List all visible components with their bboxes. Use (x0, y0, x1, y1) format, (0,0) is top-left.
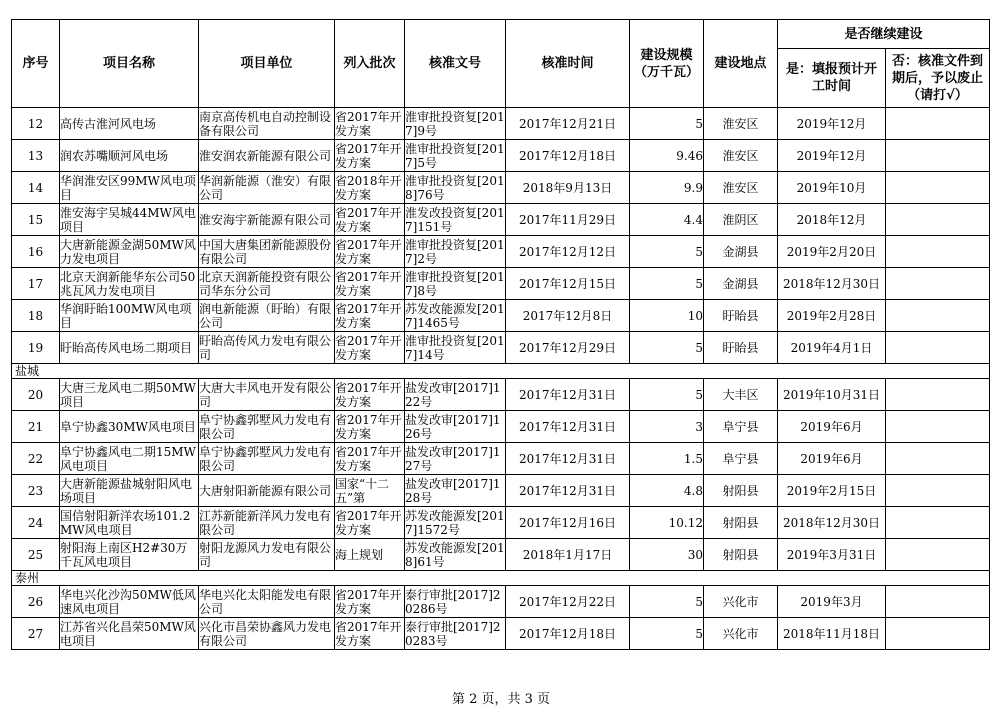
cell-scale: 10 (630, 300, 704, 332)
cell-approval-doc: 盐发改审[2017]126号 (405, 411, 506, 443)
cell-project-name: 润农苏嘴顺河风电场 (60, 140, 199, 172)
cell-scale: 5 (630, 236, 704, 268)
cell-location: 盱眙县 (704, 332, 778, 364)
cell-scale: 30 (630, 539, 704, 571)
cell-seq: 21 (12, 411, 60, 443)
cell-location: 阜宁县 (704, 411, 778, 443)
cell-approval-time: 2017年12月31日 (506, 411, 630, 443)
cell-start-time: 2019年10月 (778, 172, 886, 204)
cell-approval-doc: 盐发改审[2017]128号 (405, 475, 506, 507)
cell-scale: 4.8 (630, 475, 704, 507)
header-project-unit: 项目单位 (199, 20, 335, 108)
cell-seq: 15 (12, 204, 60, 236)
region-row (12, 364, 990, 379)
cell-start-time: 2019年2月28日 (778, 300, 886, 332)
cell-project-name: 盱眙高传风电场二期项目 (60, 332, 199, 364)
cell-batch: 省2017年开发方案 (335, 332, 405, 364)
cell-project-unit: 华电兴化太阳能发电有限公司 (199, 586, 335, 618)
cell-start-time: 2018年12月 (778, 204, 886, 236)
cell-project-name: 阜宁协鑫30MW风电项目 (60, 411, 199, 443)
cell-project-unit: 阜宁协鑫郭墅风力发电有限公司 (199, 411, 335, 443)
cell-abolish (886, 539, 990, 571)
cell-approval-doc: 淮审批投资复[2017]8号 (405, 269, 505, 298)
table-row (12, 300, 990, 332)
table-row (12, 618, 990, 650)
cell-batch: 省2017年开发方案 (335, 108, 405, 140)
cell-start-time: 2018年11月18日 (778, 618, 886, 650)
cell-location: 兴化市 (704, 618, 778, 650)
project-table (11, 19, 990, 650)
cell-abolish (886, 236, 990, 268)
cell-scale: 3 (630, 411, 704, 443)
cell-abolish (886, 411, 990, 443)
cell-project-name: 大唐新能源金湖50MW风力发电项目 (60, 236, 199, 268)
cell-seq: 22 (12, 443, 60, 475)
cell-abolish (886, 300, 990, 332)
cell-batch: 省2017年开发方案 (335, 379, 405, 411)
cell-approval-doc: 淮审批投资复[2017]9号 (405, 109, 505, 138)
cell-approval-time: 2017年12月21日 (506, 108, 630, 140)
header-yes-start-time: 是：填报预计开工时间 (778, 49, 886, 108)
table-row (12, 539, 990, 571)
cell-project-name: 大唐新能源盐城射阳风电场项目 (60, 475, 199, 507)
cell-approval-doc: 淮审批投资复[2018]76号 (405, 173, 505, 202)
cell-project-unit: 射阳龙源风力发电有限公司 (199, 539, 335, 571)
table-row (12, 204, 990, 236)
cell-approval-time: 2017年12月29日 (506, 332, 630, 364)
cell-abolish (886, 140, 990, 172)
cell-project-name: 高传古淮河风电场 (60, 108, 199, 140)
cell-approval-time: 2017年12月16日 (506, 507, 630, 539)
cell-approval-doc: 苏发改能源发[2017]1572号 (405, 508, 505, 537)
cell-approval-doc: 淮审批投资复[2017]5号 (405, 141, 505, 170)
table-row (12, 443, 990, 475)
cell-scale: 1.5 (630, 443, 704, 475)
cell-approval-time: 2018年9月13日 (506, 172, 630, 204)
cell-batch: 省2017年开发方案 (335, 268, 405, 300)
cell-approval-doc: 淮审批投资复[2017]2号 (405, 237, 505, 266)
cell-project-unit: 阜宁协鑫郭墅风力发电有限公司 (199, 443, 335, 475)
table-body (12, 108, 990, 650)
table-row (12, 332, 990, 364)
cell-abolish (886, 268, 990, 300)
cell-seq: 16 (12, 236, 60, 268)
cell-batch: 省2017年开发方案 (335, 618, 405, 650)
cell-start-time: 2019年12月 (778, 140, 886, 172)
cell-approval-doc: 泰行审批[2017]20286号 (405, 586, 506, 618)
cell-seq: 23 (12, 475, 60, 507)
cell-approval-doc: 淮发改投资复[2017]151号 (405, 205, 505, 234)
cell-start-time: 2019年6月 (778, 443, 886, 475)
cell-project-name: 射阳海上南区H2#30万千瓦风电项目 (60, 539, 199, 571)
table-row (12, 507, 990, 539)
header-approval-time: 核准时间 (506, 20, 630, 108)
cell-project-name: 华润盱眙100MW风电项目 (60, 300, 199, 332)
cell-scale: 5 (630, 586, 704, 618)
cell-abolish (886, 379, 990, 411)
cell-location: 阜宁县 (704, 443, 778, 475)
cell-start-time: 2019年3月31日 (778, 539, 886, 571)
cell-seq: 20 (12, 379, 60, 411)
cell-location: 淮安区 (704, 140, 778, 172)
cell-approval-time: 2017年12月31日 (506, 443, 630, 475)
cell-location: 盱眙县 (704, 300, 778, 332)
cell-start-time: 2018年12月30日 (778, 268, 886, 300)
table-row (12, 172, 990, 204)
cell-batch: 省2017年开发方案 (335, 236, 405, 268)
cell-batch: 省2017年开发方案 (335, 204, 405, 236)
cell-batch: 省2017年开发方案 (335, 411, 405, 443)
cell-location: 大丰区 (704, 379, 778, 411)
cell-project-unit: 北京天润新能投资有限公司华东分公司 (199, 268, 335, 300)
cell-scale: 5 (630, 618, 704, 650)
table-row (12, 586, 990, 618)
cell-approval-doc: 盐发改审[2017]122号 (405, 379, 506, 411)
cell-approval-time: 2017年12月18日 (506, 140, 630, 172)
header-scale (630, 20, 704, 108)
header-seq: 序号 (12, 20, 60, 108)
cell-seq: 19 (12, 332, 60, 364)
cell-seq: 14 (12, 172, 60, 204)
cell-abolish (886, 172, 990, 204)
header-batch: 列入批次 (335, 20, 405, 108)
cell-project-unit: 兴化市昌荣协鑫风力发电有限公司 (199, 618, 335, 650)
cell-approval-doc: 盐发改审[2017]127号 (405, 443, 506, 475)
header-scale-line2: （万千瓦） (633, 64, 699, 80)
cell-location: 兴化市 (704, 586, 778, 618)
cell-seq: 24 (12, 507, 60, 539)
cell-abolish (886, 618, 990, 650)
cell-approval-time: 2017年12月31日 (506, 475, 630, 507)
cell-start-time: 2018年12月30日 (778, 507, 886, 539)
cell-scale: 5 (630, 108, 704, 140)
cell-project-unit: 大唐射阳新能源有限公司 (199, 475, 335, 507)
cell-project-unit: 华润新能源（淮安）有限公司 (199, 172, 335, 204)
cell-seq: 12 (12, 108, 60, 140)
page-footer: 第 2 页，共 3 页 (451, 692, 551, 707)
cell-seq: 25 (12, 539, 60, 571)
cell-batch: 省2017年开发方案 (335, 586, 405, 618)
cell-seq: 13 (12, 140, 60, 172)
cell-batch: 省2017年开发方案 (335, 300, 405, 332)
cell-scale: 5 (630, 332, 704, 364)
cell-project-name: 国信射阳新洋农场101.2MW风电项目 (60, 507, 199, 539)
cell-abolish (886, 204, 990, 236)
cell-seq: 27 (12, 618, 60, 650)
cell-seq: 18 (12, 300, 60, 332)
cell-batch: 国家“十二五”第 (335, 475, 405, 507)
cell-batch: 海上规划 (335, 539, 405, 571)
cell-batch: 省2017年开发方案 (335, 507, 405, 539)
cell-project-unit: 江苏新能新洋风力发电有限公司 (199, 507, 335, 539)
cell-start-time: 2019年10月31日 (778, 379, 886, 411)
cell-approval-doc: 淮审批投资复[2017]14号 (405, 333, 505, 362)
cell-location: 淮阴区 (704, 204, 778, 236)
cell-approval-time: 2017年12月31日 (506, 379, 630, 411)
cell-abolish (886, 507, 990, 539)
cell-project-unit: 盱眙高传风力发电有限公司 (199, 332, 335, 364)
cell-abolish (886, 586, 990, 618)
table-row (12, 475, 990, 507)
cell-scale: 10.12 (630, 507, 704, 539)
cell-scale: 5 (630, 379, 704, 411)
cell-approval-doc: 苏发改能源发[2018]61号 (405, 540, 505, 569)
cell-project-name: 江苏省兴化昌荣50MW风电项目 (60, 618, 199, 650)
cell-project-name: 大唐三龙风电二期50MW项目 (60, 379, 199, 411)
cell-approval-time: 2018年1月17日 (506, 539, 630, 571)
cell-scale: 5 (630, 268, 704, 300)
table-row (12, 108, 990, 140)
table-row (12, 379, 990, 411)
cell-start-time: 2019年4月1日 (778, 332, 886, 364)
cell-approval-time: 2017年11月29日 (506, 204, 630, 236)
table-row (12, 268, 990, 300)
cell-abolish (886, 108, 990, 140)
cell-project-unit: 南京高传机电自动控制设备有限公司 (199, 108, 335, 140)
cell-approval-doc: 苏发改能源发[2017]1465号 (405, 301, 505, 330)
cell-location: 金湖县 (704, 236, 778, 268)
header-scale-line1: 建设规模 (640, 47, 693, 63)
cell-project-name: 淮安海宇吴城44MW风电项目 (60, 204, 199, 236)
cell-project-name: 阜宁协鑫风电二期15MW风电项目 (60, 443, 199, 475)
cell-scale: 9.46 (630, 140, 704, 172)
cell-location: 射阳县 (704, 539, 778, 571)
cell-abolish (886, 475, 990, 507)
header-continue: 是否继续建设 (778, 20, 990, 49)
cell-project-unit: 淮安海宇新能源有限公司 (199, 204, 335, 236)
header-location: 建设地点 (704, 20, 778, 108)
cell-approval-time: 2017年12月8日 (506, 300, 630, 332)
cell-abolish (886, 443, 990, 475)
region-row (12, 571, 990, 586)
cell-location: 金湖县 (704, 268, 778, 300)
cell-approval-time: 2017年12月15日 (506, 268, 630, 300)
header-project-name: 项目名称 (60, 20, 199, 108)
cell-batch: 省2018年开发方案 (335, 172, 405, 204)
cell-location: 淮安区 (704, 172, 778, 204)
cell-project-name: 北京天润新能华东公司50兆瓦风力发电项目 (60, 268, 199, 300)
cell-approval-time: 2017年12月12日 (506, 236, 630, 268)
cell-project-name: 华润淮安区99MW风电项目 (60, 172, 199, 204)
header-no-abolish: 否：核准文件到期后，予以废止（请打√） (886, 49, 990, 108)
cell-approval-doc: 泰行审批[2017]20283号 (405, 618, 506, 650)
cell-abolish (886, 332, 990, 364)
cell-scale: 9.9 (630, 172, 704, 204)
cell-project-unit: 大唐大丰风电开发有限公司 (199, 379, 335, 411)
cell-approval-time: 2017年12月22日 (506, 586, 630, 618)
cell-batch: 省2017年开发方案 (335, 443, 405, 475)
cell-scale: 4.4 (630, 204, 704, 236)
cell-project-unit: 淮安润农新能源有限公司 (199, 140, 335, 172)
table-row (12, 140, 990, 172)
header-approval-doc: 核准文号 (405, 20, 506, 108)
cell-project-name: 华电兴化沙沟50MW低风速风电项目 (60, 586, 199, 618)
cell-seq: 26 (12, 586, 60, 618)
cell-location: 射阳县 (704, 475, 778, 507)
cell-start-time: 2019年12月 (778, 108, 886, 140)
cell-approval-time: 2017年12月18日 (506, 618, 630, 650)
region-label: 盐城 (12, 364, 990, 379)
region-label: 泰州 (12, 571, 990, 586)
cell-start-time: 2019年3月 (778, 586, 886, 618)
table-row (12, 236, 990, 268)
cell-seq: 17 (12, 268, 60, 300)
cell-location: 淮安区 (704, 108, 778, 140)
table-row (12, 411, 990, 443)
cell-start-time: 2019年2月15日 (778, 475, 886, 507)
cell-project-unit: 润电新能源（盱眙）有限公司 (199, 300, 335, 332)
cell-location: 射阳县 (704, 507, 778, 539)
cell-project-unit: 中国大唐集团新能源股份有限公司 (199, 236, 335, 268)
cell-start-time: 2019年6月 (778, 411, 886, 443)
cell-batch: 省2017年开发方案 (335, 140, 405, 172)
cell-start-time: 2019年2月20日 (778, 236, 886, 268)
